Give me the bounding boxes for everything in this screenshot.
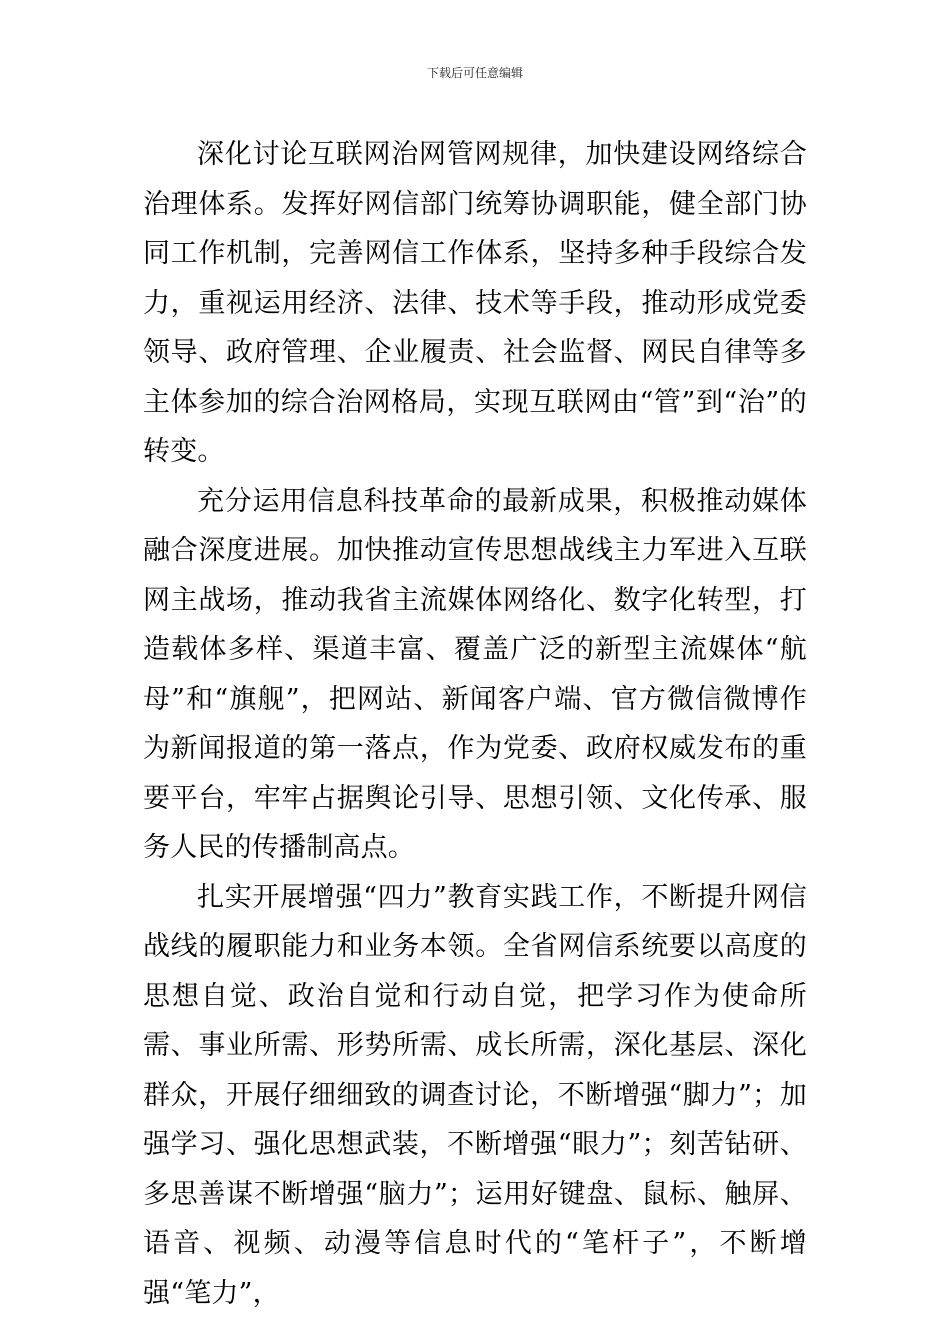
paragraph-1: 深化讨论互联网治网管网规律，加快建设网络综合治理体系。发挥好网信部门统筹协调职能，健全部门协同工作机制，完善网信工作体系，坚持多种手段综合发力，重视运用经济、法律、技术等手段，推动形成党委领导、政府管理、企业履责、社会监督、网民自律等多主体参加的综合治网格局，实现互联网由“管”到“治”的转变。 bbox=[143, 139, 807, 467]
paragraph-3: 扎实开展增强“四力”教育实践工作，不断提升网信战线的履职能力和业务本领。全省网信系统要以高度的思想自觉、政治自觉和行动自觉，把学习作为使命所需、事业所需、形势所需、成长所需，深化基层、深化群众，开展仔细细致的调查讨论，不断增强“脚力”；加强学习、强化思想武装，不断增强“眼力”；刻苦钻研、多思善谋不断增强“脑力”；运用好键盘、鼠标、触屏、语音、视频、动漫等信息时代的“笔杆子”，不断增强“笔力”， bbox=[143, 881, 807, 1309]
document-body bbox=[143, 130, 807, 1318]
paragraph-2: 充分运用信息科技革命的最新成果，积极推动媒体融合深度进展。加快推动宣传思想战线主力军进入互联网主战场，推动我省主流媒体网络化、数字化转型，打造载体多样、渠道丰富、覆盖广泛的新型主流媒体“航母”和“旗舰”，把网站、新闻客户端、官方微信微博作为新闻报道的第一落点，作为党委、政府权威发布的重要平台，牢牢占据舆论引导、思想引领、文化传承、服务人民的传播制高点。 bbox=[143, 485, 807, 863]
page-header: 下载后可任意编辑 bbox=[426, 66, 523, 80]
